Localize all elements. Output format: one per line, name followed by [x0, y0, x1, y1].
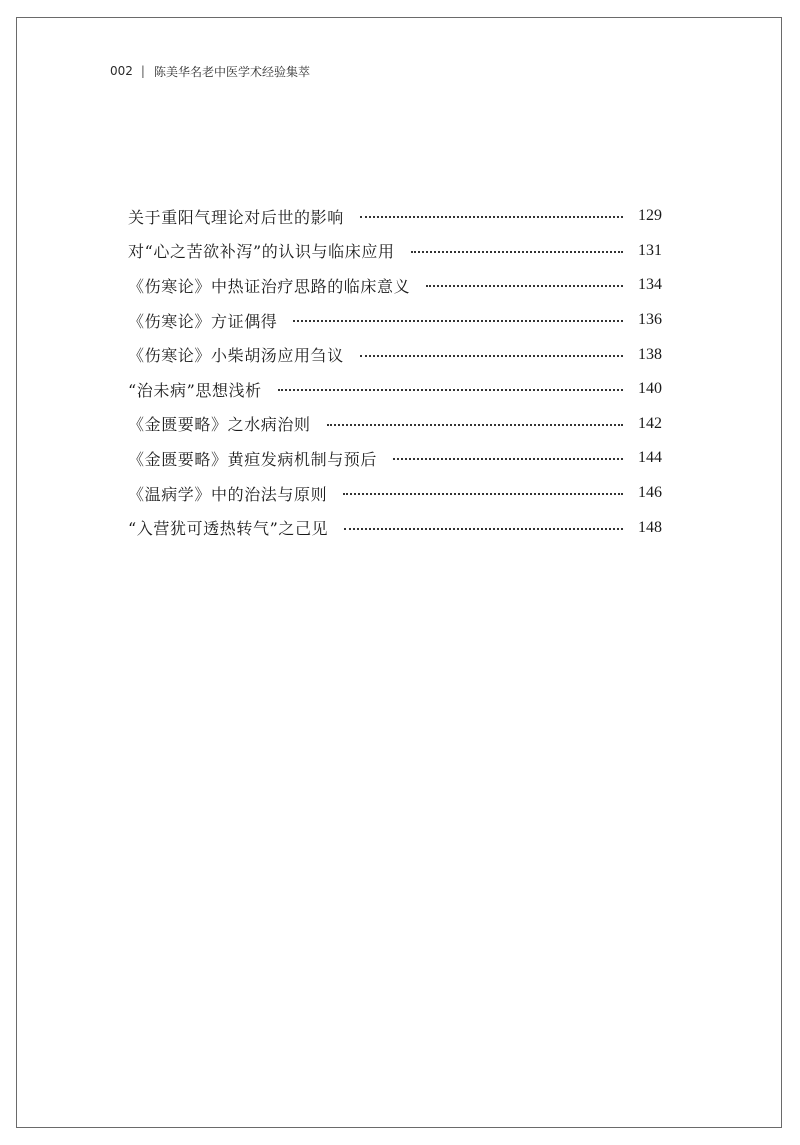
toc-entry[interactable]	[128, 303, 662, 338]
header-book-title: 陈美华名老中医学术经验集萃	[153, 64, 310, 79]
toc-entry-title: 《金匮要略》之水病治则	[128, 415, 311, 435]
toc-entry-page: 148	[638, 518, 662, 536]
toc-entry[interactable]	[128, 337, 662, 372]
toc-dot-leader	[393, 458, 623, 460]
table-of-contents	[128, 199, 662, 545]
toc-entry-title: 《伤寒论》小柴胡汤应用刍议	[128, 346, 344, 366]
toc-dot-leader	[293, 320, 623, 322]
toc-entry[interactable]	[128, 268, 662, 303]
toc-dot-leader	[360, 216, 623, 218]
page-border	[16, 17, 782, 1128]
toc-dot-leader	[327, 424, 623, 426]
toc-dot-leader	[411, 251, 623, 253]
toc-entry-page: 138	[638, 345, 662, 363]
toc-entry-page: 134	[638, 276, 662, 294]
toc-entry[interactable]	[128, 234, 662, 269]
toc-dot-leader	[278, 389, 623, 391]
toc-entry-page: 140	[638, 380, 662, 398]
toc-entry[interactable]	[128, 407, 662, 442]
toc-dot-leader	[426, 285, 623, 287]
toc-entry-page: 146	[638, 484, 662, 502]
header-page-number: 002	[110, 64, 133, 78]
toc-entry-page: 142	[638, 414, 662, 432]
toc-entry-title: 关于重阳气理论对后世的影响	[128, 207, 344, 227]
toc-entry-title: 《伤寒论》中热证治疗思路的临床意义	[128, 276, 411, 296]
toc-entry-title: 《金匮要略》黄疸发病机制与预后	[128, 449, 378, 469]
toc-entry-page: 131	[638, 241, 662, 259]
toc-entry[interactable]	[128, 476, 662, 511]
toc-entry-title: 《伤寒论》方证偶得	[128, 311, 278, 331]
toc-dot-leader	[343, 493, 623, 495]
toc-entry-page: 144	[638, 449, 662, 467]
toc-dot-leader	[344, 528, 623, 530]
toc-entry-title: 《温病学》中的治法与原则	[128, 484, 328, 504]
toc-entry-title: “入营犹可透热转气”之己见	[128, 519, 329, 539]
running-header	[110, 62, 310, 80]
toc-entry[interactable]	[128, 372, 662, 407]
toc-dot-leader	[360, 355, 623, 357]
toc-entry[interactable]	[128, 199, 662, 234]
toc-entry[interactable]	[128, 510, 662, 545]
toc-entry-title: “治未病”思想浅析	[128, 380, 262, 400]
toc-entry-title: 对“心之苦欲补泻”的认识与临床应用	[128, 242, 395, 262]
toc-entry[interactable]	[128, 441, 662, 476]
toc-entry-page: 136	[638, 311, 662, 329]
header-separator: |	[140, 64, 145, 78]
toc-entry-page: 129	[638, 207, 662, 225]
